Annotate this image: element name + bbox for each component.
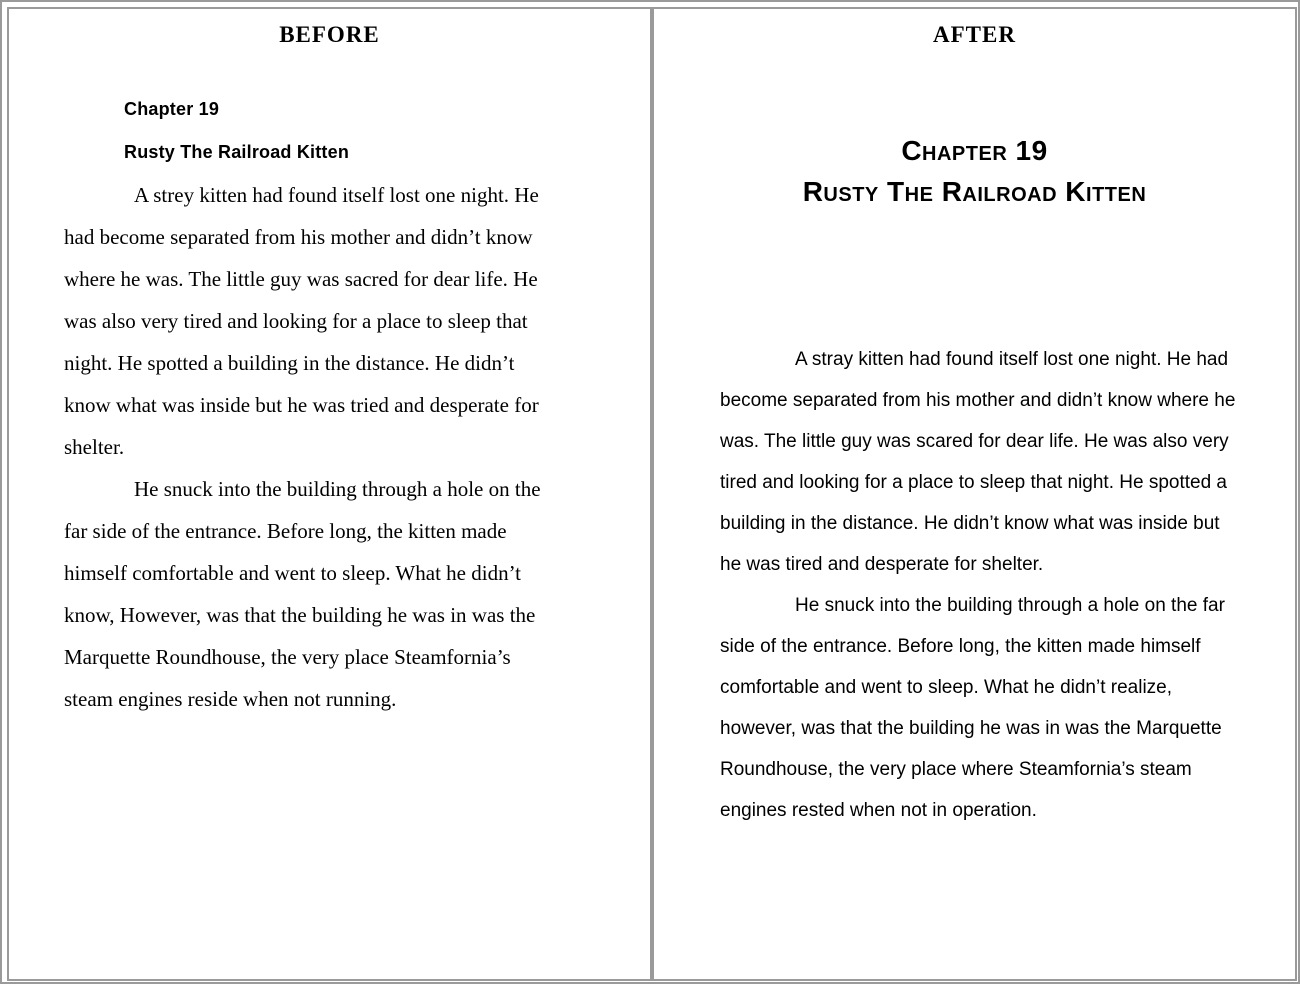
before-paragraph-2: He snuck into the building through a hole on the far side of the entrance. Before long, the kitten made himself comfortable and went to sleep. What he didn’t know, However, was that the building he was in was the Marquette Roundhouse, the very place Steamfornia’s steam engines reside when not running. [64,477,541,711]
before-paragraph-1: A strey kitten had found itself lost one night. He had become separated from his mother and didn’t know where he was. The little guy was sacred for dear life. He was also very tired and looking for a place to sleep that night. He spotted a building in the distance. He didn’t know what was inside but he was tried and desperate for shelter. [64,183,539,459]
after-body [720,339,1240,831]
before-chapter-heading: Chapter 19 [124,99,220,119]
before-page-label: BEFORE [279,22,380,47]
before-body [64,174,564,720]
after-chapter-heading: Chapter 19 [901,135,1048,166]
after-paragraph-1: A stray kitten had found itself lost one night. He had become separated from his mother and didn’t know where he was. The little guy was scared for dear life. He was also very tired and looking for a place to sleep that night. He spotted a building in the distance. He didn’t know what was inside but he was tired and desperate for shelter. [720,349,1236,575]
after-paragraph-2: He snuck into the building through a hole on the far side of the entrance. Before long, the kitten made himself comfortable and went to sleep. What he didn’t realize, however, was that the building he was in was the Marquette Roundhouse, the very place where Steamfornia’s steam engines rested when not in operation. [720,595,1225,821]
page-before [7,7,652,981]
after-page-label: AFTER [933,22,1016,47]
after-chapter-block [654,130,1295,212]
before-chapter-title: Rusty The Railroad Kitten [124,142,350,162]
after-chapter-title: Rusty The Railroad Kitten [802,176,1147,207]
page-after [652,7,1297,981]
before-chapter-block [124,88,650,174]
